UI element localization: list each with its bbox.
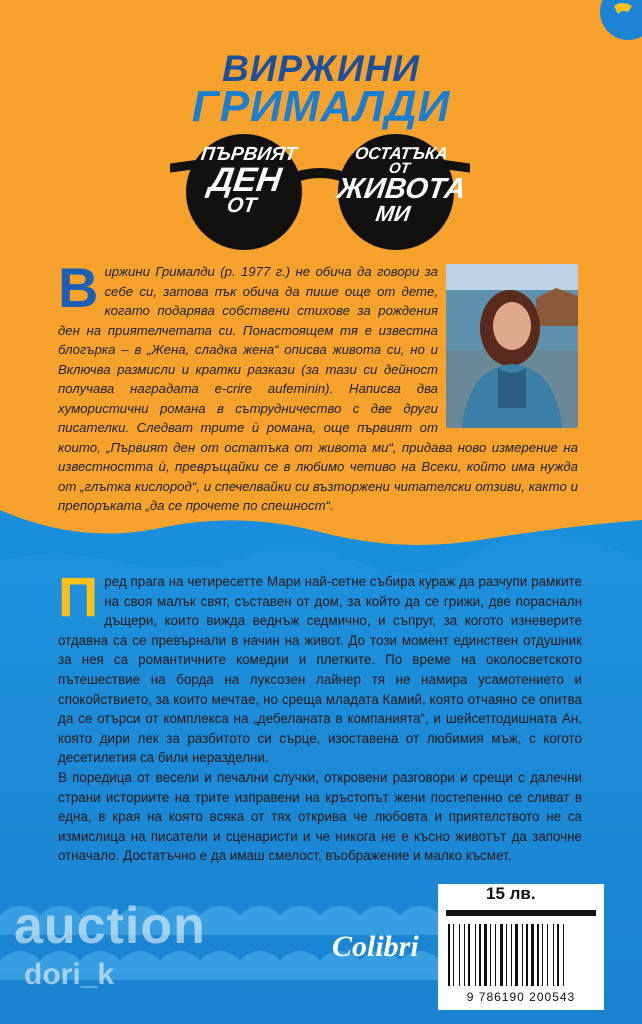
title-right-lens xyxy=(332,144,468,226)
watermark-auction: auction xyxy=(14,897,206,955)
bio-text: иржини Грималди (р. 1977 г.) не обича да говори за себе си, затова пък обича да пише още от дете, когато подарява собствени стихове за рождения ден на приятелчетата си. Понастоящем тя е известна блогърка – в „Жена, сладка жена“ описва живота си, но и Включва размисли и кратки разкази (за тази си дейност получава наградата e-crire aufeminin). Написва два хумористични романа в сътрудничество с две други писателки. Следват трите ѝ романа, още първият от които, „Първият ден от остатъка от живота ми“, придава ново измерение на известността ѝ, превръщайки се в любимо четиво на Всеки, който има нужда от „глътка кислород“, и спечелвайки си възторжени читателски отзиви, както и препоръката „да се прочете по спешност“. xyxy=(58,264,578,513)
title-right-line-3: ЖИВОТА xyxy=(335,173,468,206)
title-left-line-1: ПЪРВИЯТ xyxy=(199,144,298,165)
bio-drop-cap: В xyxy=(58,256,99,319)
title-right-line-2: ОТ xyxy=(387,160,411,178)
title-left-line-2: ДЕН xyxy=(206,161,284,200)
title-left-lens xyxy=(181,146,309,216)
publisher-logo: Colibri xyxy=(332,930,419,963)
book-synopsis xyxy=(58,565,582,866)
synopsis-drop-cap: П xyxy=(58,565,99,628)
title-right-line-1: ОСТАТЪКА xyxy=(353,144,450,163)
watermark-user: dori_k xyxy=(24,958,115,991)
author-photo xyxy=(446,264,578,428)
synopsis-paragraph-2: В поредица от весели и печални случки, откровени разговори и срещи с далечни страни историите на трите изправени на кръстопът жени постепенно се сливат в една, в края на която всяка от тях открива че любовта и приятелството не са измислица на писатели и сценаристи и че никога не е късно животът да започне отначало. Достатъчно е да имаш смелост, въображение и малко късмет. xyxy=(58,769,582,864)
synopsis-paragraph-1 xyxy=(58,565,582,768)
author-last-name: ГРИМАЛДИ xyxy=(191,82,451,131)
isbn-number: 9 786190 200543 xyxy=(466,990,576,1004)
price-label: 15 лв. xyxy=(486,884,536,903)
synopsis-paragraph-1-text: ред прага на четиресетте Мари най-сетне събира кураж да разчупи рамките на своя малък свят, съставен от дом, за който да се грижи, две порасналн дъщери, които вижда веднъж седмично, и съпруг, за когото изневерите отдавна са се превърнали в начин на живот. До този момент единствен отдушник за нея са романтичните комедии и плетките. По време на околосветското пътешествие на борда на луксозен лайнер тя не намира усамотението и спокойствието, за които мечтае, но среща младата Камий, която отчаяно се опитва да се отърси от комплекса на „дебеланата в компанията“, и шейсетгодишната Ан, която дири лек за разбитото си сърце, изоставена от любимия мъж, с когото десетилетия са били неразделни. xyxy=(58,574,582,766)
author-first-name: ВИРЖИНИ xyxy=(222,48,420,89)
title-left-line-3: ОТ xyxy=(225,194,258,218)
title-right-line-4: МИ xyxy=(374,200,412,226)
author-bio xyxy=(58,256,578,516)
